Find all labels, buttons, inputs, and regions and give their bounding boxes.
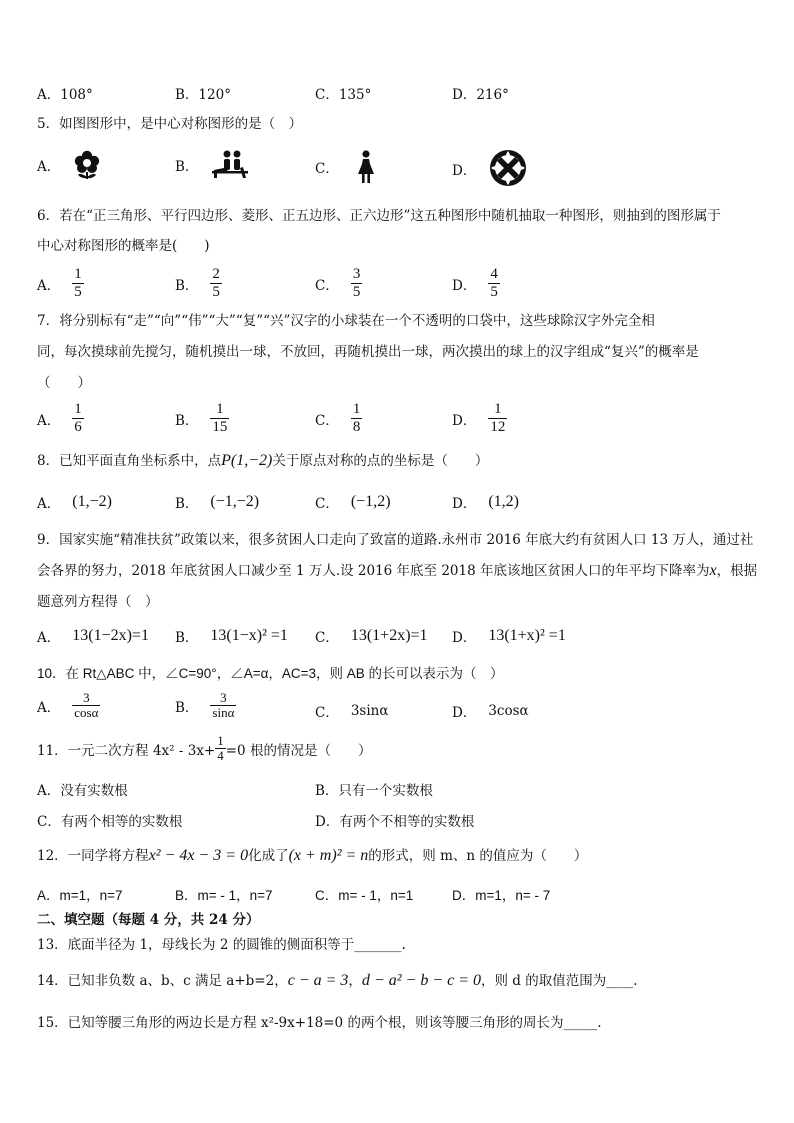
- numerator: 4: [490, 266, 498, 282]
- q9-variable: x: [709, 562, 717, 579]
- q8-stem: [37, 451, 488, 471]
- numerator: 1: [494, 401, 502, 417]
- option-value: (−1,2): [350, 493, 391, 510]
- q9-stem-text: 会各界的努力，2018 年底贫困人口减少至 1 万人.设 2016 年底至 2018 年底该地区贫困人口的年平均下降率为: [37, 563, 710, 579]
- fraction: [72, 401, 84, 436]
- q8-stem-pre: 8．已知平面直角坐标系中，点: [37, 453, 222, 469]
- denominator: 6: [74, 419, 82, 435]
- q14-separator: ，: [348, 973, 362, 989]
- option-value: (1,2): [488, 493, 519, 510]
- q6-stem-line1: 6．若在“正三角形、平行四边形、菱形、正五边形、正六边形”这五种图形中随机抽取一种图形，则抽到的图形属于: [37, 208, 721, 224]
- q11-stem-pre: 11．一元二次方程 4x² - 3x+: [37, 742, 216, 759]
- q12-stem-pre: 12．一同学将方程: [37, 848, 149, 864]
- q11-option-c: C．有两个相等的实数根: [37, 814, 183, 830]
- q9-stem-line1: 9．国家实施“精准扶贫”政策以来，很多贫困人口走向了致富的道路.永州市 2016 年底大约有贫困人口 13 万人，通过社: [37, 532, 754, 548]
- q8-stem-post: 关于原点对称的点的坐标是（ ）: [272, 453, 489, 469]
- option-value: 13(1+2x)=1: [350, 627, 428, 644]
- option-value: (1,−2): [72, 493, 112, 510]
- option-label: A．: [37, 412, 61, 429]
- q5-option-c: [315, 150, 381, 184]
- q9-option-a: [37, 626, 149, 646]
- q4-option-d: D．216°: [452, 87, 509, 103]
- q5-stem: 5．如图图形中，是中心对称图形的是（ ）: [37, 116, 303, 132]
- denominator: 5: [352, 284, 361, 300]
- option-value: 13(1−x)² =1: [210, 627, 288, 644]
- q11-option-b: B．只有一个实数根: [315, 783, 433, 799]
- q9-option-d: [452, 626, 566, 646]
- option-value: 13(1+x)² =1: [488, 627, 566, 644]
- section-heading-fill-in: 二、填空题（每题 4 分，共 24 分）: [37, 912, 260, 928]
- option-label: A．: [37, 630, 61, 646]
- numerator: 1: [74, 401, 82, 417]
- q5-option-a: [37, 150, 102, 180]
- option-value: 3sinα: [350, 703, 389, 719]
- q9-option-c: [315, 626, 428, 646]
- option-label: A．: [37, 699, 61, 716]
- fraction: [210, 266, 222, 301]
- q6-option-c: [315, 266, 362, 301]
- q7-stem-line2: 同，每次摸球前先搅匀，随机摸出一球，不放回，再随机摸出一球，两次摸出的球上的汉字组成“复兴”的概率是: [37, 344, 699, 360]
- q6-stem-line2: 中心对称图形的概率是( ): [37, 238, 210, 254]
- q12-stem-post: 的形式，则 m、n 的值应为（ ）: [368, 848, 588, 864]
- option-label: D．: [452, 630, 477, 646]
- q10-stem: 10．在 Rt△ABC 中，∠C=90°，∠A=α，AC=3，则 AB 的长可以表示为（ ）: [37, 666, 504, 681]
- q8-point: P(1,−2): [221, 452, 273, 469]
- option-label: C．: [315, 412, 339, 429]
- flower-icon: [72, 150, 102, 180]
- two-people-on-bench-icon: [210, 150, 250, 180]
- q12-stem: [37, 846, 587, 866]
- fraction: [351, 401, 363, 436]
- q14-stem: [37, 971, 638, 991]
- fraction: [488, 401, 507, 436]
- q8-option-d: [452, 492, 519, 512]
- fraction: [210, 691, 236, 720]
- option-label: B．: [175, 159, 199, 175]
- q11-option-d: D．有两个不相等的实数根: [315, 814, 475, 830]
- q5-option-b: [175, 150, 250, 180]
- q8-option-c: [315, 492, 391, 512]
- q7-option-b: [175, 401, 229, 436]
- q6-option-b: [175, 266, 222, 301]
- crossed-circle-icon: [488, 148, 528, 188]
- fraction: [488, 266, 500, 301]
- q11-option-a: A．没有实数根: [37, 783, 128, 799]
- option-label: D．: [452, 412, 477, 429]
- option-label: A．: [37, 277, 61, 294]
- option-label: B．: [175, 699, 199, 716]
- fraction: [72, 266, 84, 301]
- option-label: B．: [175, 412, 199, 429]
- option-label: C．: [315, 277, 339, 294]
- q10-option-b: [175, 691, 236, 720]
- denominator: 8: [352, 419, 361, 435]
- fraction: [215, 734, 226, 763]
- q12-equation-1: x² − 4x − 3 = 0: [148, 847, 249, 864]
- q4-option-b: B．120°: [175, 87, 231, 103]
- q6-option-d: [452, 266, 500, 301]
- option-label: C．: [315, 161, 339, 177]
- option-label: D．: [452, 496, 477, 512]
- q7-option-c: [315, 401, 362, 436]
- q10-option-d: [452, 701, 529, 721]
- denominator: 5: [490, 284, 498, 300]
- q10-option-a: [37, 691, 100, 720]
- q15-stem: 15．已知等腰三角形的两边长是方程 x²-9x+18=0 的两个根，则该等腰三角形的周长为_____.: [37, 1015, 602, 1031]
- fraction: [351, 266, 363, 301]
- q4-option-a: A．108°: [37, 87, 93, 103]
- q4-option-c: C．135°: [315, 87, 372, 103]
- denominator: 5: [212, 284, 220, 300]
- q11-stem: [37, 734, 371, 763]
- option-label: B．: [175, 496, 199, 512]
- option-value: (−1,−2): [210, 493, 260, 510]
- option-label: C．: [315, 496, 339, 512]
- q7-option-a: [37, 401, 84, 436]
- numerator: 1: [217, 733, 224, 748]
- option-label: C．: [315, 705, 339, 721]
- q13-stem: 13．底面半径为 1，母线长为 2 的圆锥的侧面积等于_______.: [37, 937, 406, 953]
- q9-stem-text-end: ，根据: [716, 563, 758, 579]
- denominator: sinα: [212, 705, 235, 720]
- q8-option-b: [175, 492, 259, 512]
- q14-stem-pre: 14．已知非负数 a、b、c 满足 a+b=2，: [37, 973, 288, 989]
- numerator: 3: [352, 266, 361, 282]
- q12-option-d: D．m=1，n= - 7: [452, 888, 551, 903]
- option-label: D．: [452, 163, 477, 179]
- option-label: A．: [37, 496, 61, 512]
- q9-stem-line2: [37, 561, 757, 581]
- option-value: 13(1−2x)=1: [72, 627, 149, 644]
- q10-option-c: [315, 701, 389, 721]
- option-value: 3cosα: [488, 703, 529, 719]
- numerator: 3: [83, 690, 90, 705]
- denominator: cosα: [74, 705, 99, 720]
- q12-option-a: A．m=1，n=7: [37, 888, 123, 903]
- q12-stem-mid: 化成了: [248, 848, 289, 864]
- q9-option-b: [175, 626, 288, 646]
- denominator: 5: [74, 284, 82, 300]
- q14-equation-1: c − a = 3: [287, 972, 349, 989]
- option-label: D．: [452, 705, 477, 721]
- option-label: D．: [452, 277, 477, 294]
- q7-stem-line1: 7．将分别标有“走”“向”“伟”“大”“复”“兴”汉字的小球装在一个不透明的口袋中，这些球除汉字外完全相: [37, 313, 655, 329]
- woman-figure-icon: [351, 150, 381, 184]
- q5-option-d: [452, 150, 528, 188]
- q12-option-b: B．m= - 1，n=7: [175, 888, 273, 903]
- q12-equation-2: (x + m)² = n: [288, 847, 369, 864]
- option-label: C．: [315, 630, 339, 646]
- option-label: B．: [175, 630, 199, 646]
- denominator: 4: [217, 748, 224, 763]
- numerator: 2: [212, 266, 220, 282]
- q8-option-a: [37, 492, 112, 512]
- q9-stem-line3: 题意列方程得（ ）: [37, 594, 159, 610]
- q6-option-a: [37, 266, 84, 301]
- denominator: 12: [490, 419, 506, 435]
- numerator: 3: [220, 690, 227, 705]
- q11-stem-post: =0 根的情况是（ ）: [225, 742, 372, 759]
- fraction: [72, 691, 100, 720]
- q7-option-d: [452, 401, 507, 436]
- q14-equation-2: d − a² − b − c = 0: [361, 972, 482, 989]
- numerator: 1: [216, 401, 224, 417]
- numerator: 1: [74, 266, 82, 282]
- option-label: B．: [175, 277, 199, 294]
- q12-option-c: C．m= - 1，n=1: [315, 888, 414, 903]
- fraction: [210, 401, 229, 436]
- numerator: 1: [352, 401, 361, 417]
- option-label: A．: [37, 159, 61, 175]
- denominator: 15: [212, 419, 228, 435]
- q7-stem-line3: （ ）: [37, 375, 91, 391]
- q14-stem-post: ，则 d 的取值范围为____.: [481, 973, 638, 989]
